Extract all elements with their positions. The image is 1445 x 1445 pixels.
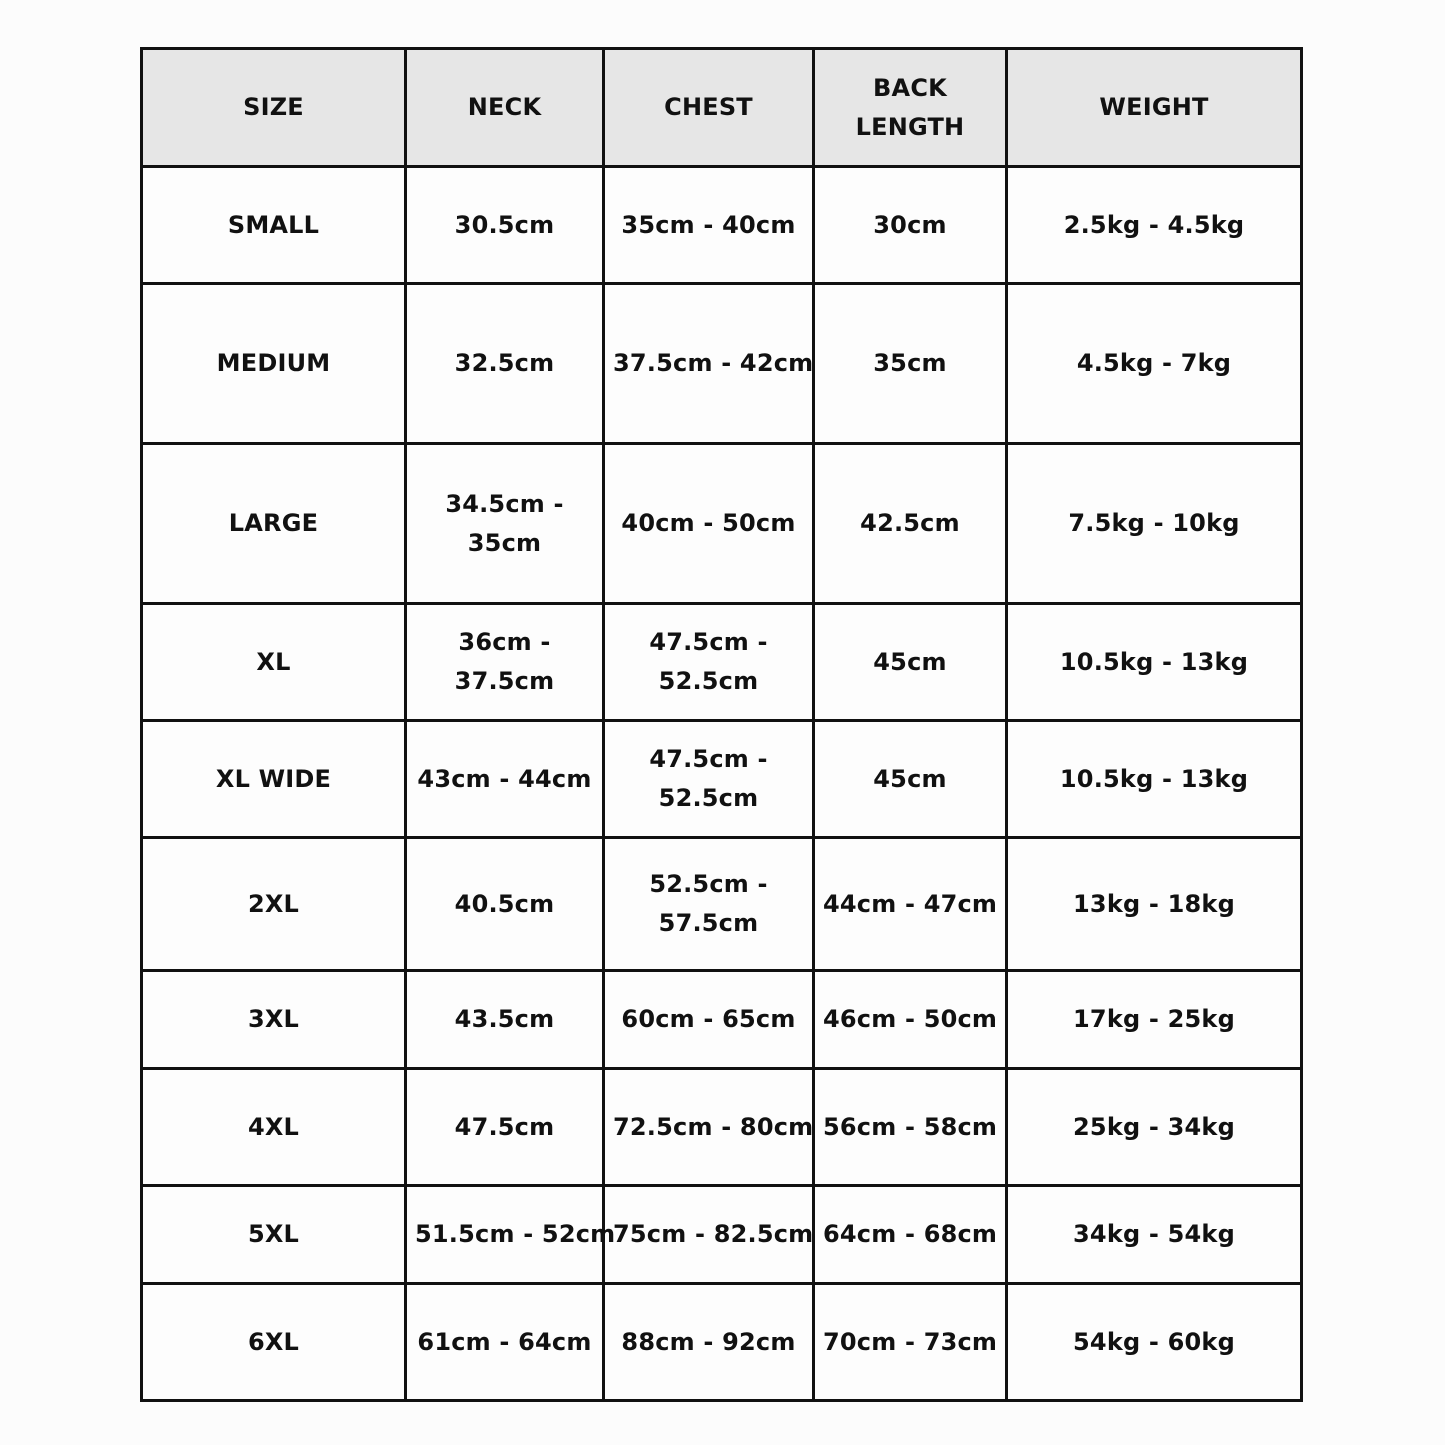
back-length-cell: 30cm xyxy=(814,167,1007,284)
back-length-cell: 46cm - 50cm xyxy=(814,971,1007,1069)
chest-cell: 72.5cm - 80cm xyxy=(604,1069,814,1186)
size-cell: 2XL xyxy=(142,838,406,971)
size-cell: 6XL xyxy=(142,1284,406,1401)
weight-cell: 25kg - 34kg xyxy=(1007,1069,1302,1186)
size-cell: 4XL xyxy=(142,1069,406,1186)
table-row xyxy=(142,604,1302,721)
table-row xyxy=(142,721,1302,838)
size-cell: XL WIDE xyxy=(142,721,406,838)
table-row xyxy=(142,167,1302,284)
weight-cell: 4.5kg - 7kg xyxy=(1007,284,1302,444)
header-chest: CHEST xyxy=(604,49,814,167)
header-row xyxy=(142,49,1302,167)
size-cell: SMALL xyxy=(142,167,406,284)
header-weight: WEIGHT xyxy=(1007,49,1302,167)
back-length-cell: 35cm xyxy=(814,284,1007,444)
header-size: SIZE xyxy=(142,49,406,167)
size-cell: MEDIUM xyxy=(142,284,406,444)
table-row xyxy=(142,1284,1302,1401)
neck-cell: 40.5cm xyxy=(406,838,604,971)
back-length-cell: 45cm xyxy=(814,721,1007,838)
chest-cell: 88cm - 92cm xyxy=(604,1284,814,1401)
chest-cell: 40cm - 50cm xyxy=(604,444,814,604)
table-row xyxy=(142,284,1302,444)
table-row xyxy=(142,444,1302,604)
table-body xyxy=(142,167,1302,1401)
neck-cell: 61cm - 64cm xyxy=(406,1284,604,1401)
weight-cell: 34kg - 54kg xyxy=(1007,1186,1302,1284)
header-back-length: BACK LENGTH xyxy=(814,49,1007,167)
chest-cell: 35cm - 40cm xyxy=(604,167,814,284)
back-length-cell: 70cm - 73cm xyxy=(814,1284,1007,1401)
table-row xyxy=(142,971,1302,1069)
neck-cell: 32.5cm xyxy=(406,284,604,444)
weight-cell: 10.5kg - 13kg xyxy=(1007,721,1302,838)
neck-cell: 43.5cm xyxy=(406,971,604,1069)
neck-cell: 36cm - 37.5cm xyxy=(406,604,604,721)
table-header xyxy=(142,49,1302,167)
chest-cell: 60cm - 65cm xyxy=(604,971,814,1069)
chest-cell: 37.5cm - 42cm xyxy=(604,284,814,444)
back-length-cell: 64cm - 68cm xyxy=(814,1186,1007,1284)
weight-cell: 54kg - 60kg xyxy=(1007,1284,1302,1401)
neck-cell: 51.5cm - 52cm xyxy=(406,1186,604,1284)
neck-cell: 34.5cm - 35cm xyxy=(406,444,604,604)
size-cell: LARGE xyxy=(142,444,406,604)
weight-cell: 13kg - 18kg xyxy=(1007,838,1302,971)
table-row xyxy=(142,1186,1302,1284)
back-length-cell: 56cm - 58cm xyxy=(814,1069,1007,1186)
table-row xyxy=(142,838,1302,971)
header-neck: NECK xyxy=(406,49,604,167)
back-length-cell: 42.5cm xyxy=(814,444,1007,604)
chest-cell: 47.5cm - 52.5cm xyxy=(604,604,814,721)
size-chart-table xyxy=(140,47,1303,1402)
weight-cell: 7.5kg - 10kg xyxy=(1007,444,1302,604)
size-cell: 3XL xyxy=(142,971,406,1069)
neck-cell: 30.5cm xyxy=(406,167,604,284)
chest-cell: 52.5cm - 57.5cm xyxy=(604,838,814,971)
weight-cell: 10.5kg - 13kg xyxy=(1007,604,1302,721)
weight-cell: 17kg - 25kg xyxy=(1007,971,1302,1069)
chest-cell: 75cm - 82.5cm xyxy=(604,1186,814,1284)
neck-cell: 43cm - 44cm xyxy=(406,721,604,838)
size-cell: XL xyxy=(142,604,406,721)
weight-cell: 2.5kg - 4.5kg xyxy=(1007,167,1302,284)
back-length-cell: 44cm - 47cm xyxy=(814,838,1007,971)
neck-cell: 47.5cm xyxy=(406,1069,604,1186)
chest-cell: 47.5cm - 52.5cm xyxy=(604,721,814,838)
table-row xyxy=(142,1069,1302,1186)
back-length-cell: 45cm xyxy=(814,604,1007,721)
size-cell: 5XL xyxy=(142,1186,406,1284)
